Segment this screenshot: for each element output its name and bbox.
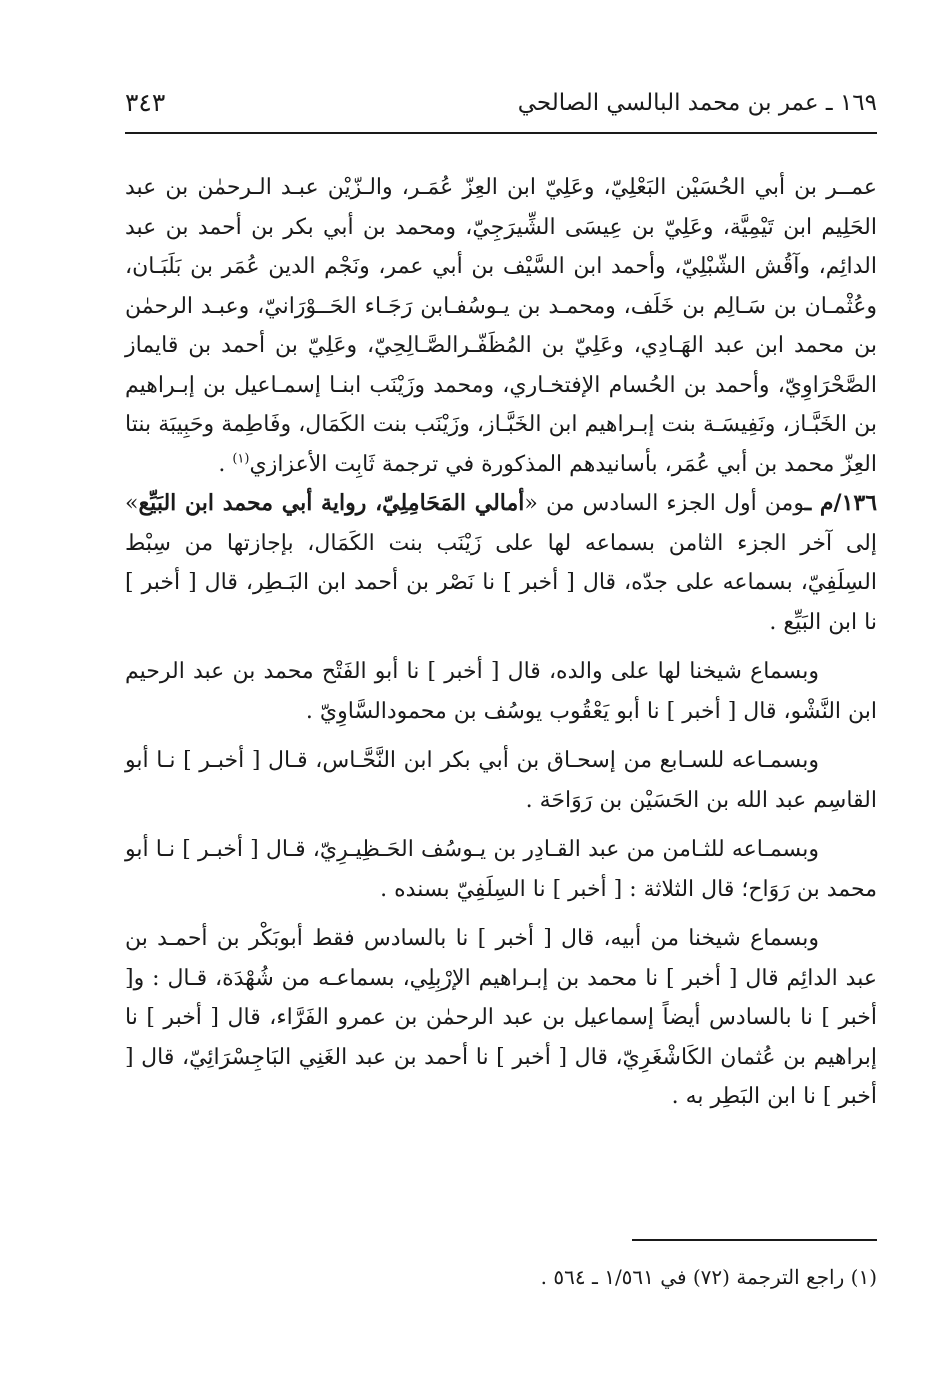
paragraph-text: عمــر بن أبي الحُسَيْن البَعْلِيّ، وعَلِيّ ابن العِزّ عُمَـر، والـزّيْن عبـد الـرحمٰن بن عبد الحَلِيم ابن تَيْمِيَّة، وعَلِيّ بن عِيسَى الشِّيرَجِيّ، ومحمد بن أبي بكر بن أحمد بن عبد الدائِم، وآقُش الشّبْلِيّ، وأحمد ابن السَّيْف بن أبي عمر، ونَجْم الدين عُمَر بن بَلَبَـان، وعُثْمـان بن سَـالِم بن خَلَف، ومحمـد بن يـوسُفـابن رَجَـاء الحَــوْرَانيّ، وعبـد الرحمٰن بن محمد ابن عبد الهَـادِي، وعَلِيّ بن المُظَفّـرالصَّـالِحِيّ، وعَلِيّ بن أحمد بن قايماز الصَّحْرَاوِيّ، وأحمد بن الحُسام الإفتخـاري، ومحمد وزَيْنَب ابنـا إسمـاعيل بن إبـراهيم بن الخَبَّـاز، ونَفِيسَـة بنت إبـراهيم ابن الخَبَّـاز، وزَيْنَب بنت الكَمَال، وفَاطِمة وحَبِيبَة بنتا العِزّ محمد بن أبي عُمَر، بأسانيدهم المذكورة في ترجمة ثَابِت الأعزازي <box>125 175 878 477</box>
paragraph-chain-4: وبسماع شيخنا من أبيه، قال [ أخبر ] نا بالسادس فقط أبوبَكْر بن أحمـد بن عبد الدائِم قال [ أخبر ] نا محمد بن إبـراهيم الإرْبِلِي، بسماعـه من شُهْدَة، قـال : و[ أخبر ] نا بالسادس أيضاً إسماعيل بن عبد الرحمٰن بن عمرو الفَرَّاء، قال [ أخبر ] نا إبراهيم بن عُثمان الكَاشْغَرِيّ، قال [ أخبر ] نا أحمد بن عبد الغَنِي البَاجِسْرَائِيّ، قال [ أخبر ] نا ابن البَطِر به . <box>125 926 877 1109</box>
paragraph-end: . <box>218 451 226 477</box>
book-title: أمالي المَحَامِلِيّ، رواية أبي محمد ابن البَيِّع <box>138 490 525 516</box>
entry-text-b: » إلى آخر الجزء الثامن بسماعه لها على زَيْنَب بنت الكَمَال، بإجازتها من سِبْط السِلَفِيّ، بسماعه على جدّه، قال [ أخبر ] نا نَصْر بن أحمد ابن البَـطِر، قال [ أخبر ] نا ابن البَيِّع . <box>125 491 877 635</box>
page-number: ٣٤٣ <box>125 88 166 117</box>
entry-136 <box>125 484 877 642</box>
running-head: ١٦٩ ـ عمر بن محمد البالسي الصالحي <box>517 90 877 116</box>
main-text <box>125 168 877 1117</box>
paragraph-chain-3: وبسمـاعه للثـامن من عبد القـادِر بن يـوسُف الحَـظِيـرِيّ، قـال [ أخبـر ] نـا أبو محمد بن رَوَاح؛ قال الثلاثة : [ أخبر ] نا السِلَفِيّ بسنده . <box>125 837 877 902</box>
paragraph-chain-1: وبسماع شيخنا لها على والده، قال [ أخبر ] نا أبو الفَتْح محمد بن عبد الرحيم ابن النَّشْو، قال [ أخبر ] نا أبو يَعْقُوب يوسُف بن محمودالسَّاوِيّ . <box>125 659 877 724</box>
footnote-separator <box>632 1239 877 1241</box>
footnote: (١) راجع الترجمة (٧٢) في ١/٥٦١ ـ ٥٦٤ . <box>540 1265 877 1289</box>
entry-text-a: ومن أول الجزء السادس من « <box>524 491 805 516</box>
paragraph-biography-list <box>125 168 877 484</box>
page-header <box>125 82 877 134</box>
entry-number: ١٣٦/م ـ <box>804 490 878 516</box>
paragraph-chain-2: وبسمـاعه للسـابع من إسحـاق بن أبي بكر ابن النَّحَّـاس، قـال [ أخبـر ] نـا أبو القاسِم عبد الله بن الحَسَيْن بن رَوَاحَة . <box>125 748 877 813</box>
footnote-reference: (١) <box>232 451 250 467</box>
